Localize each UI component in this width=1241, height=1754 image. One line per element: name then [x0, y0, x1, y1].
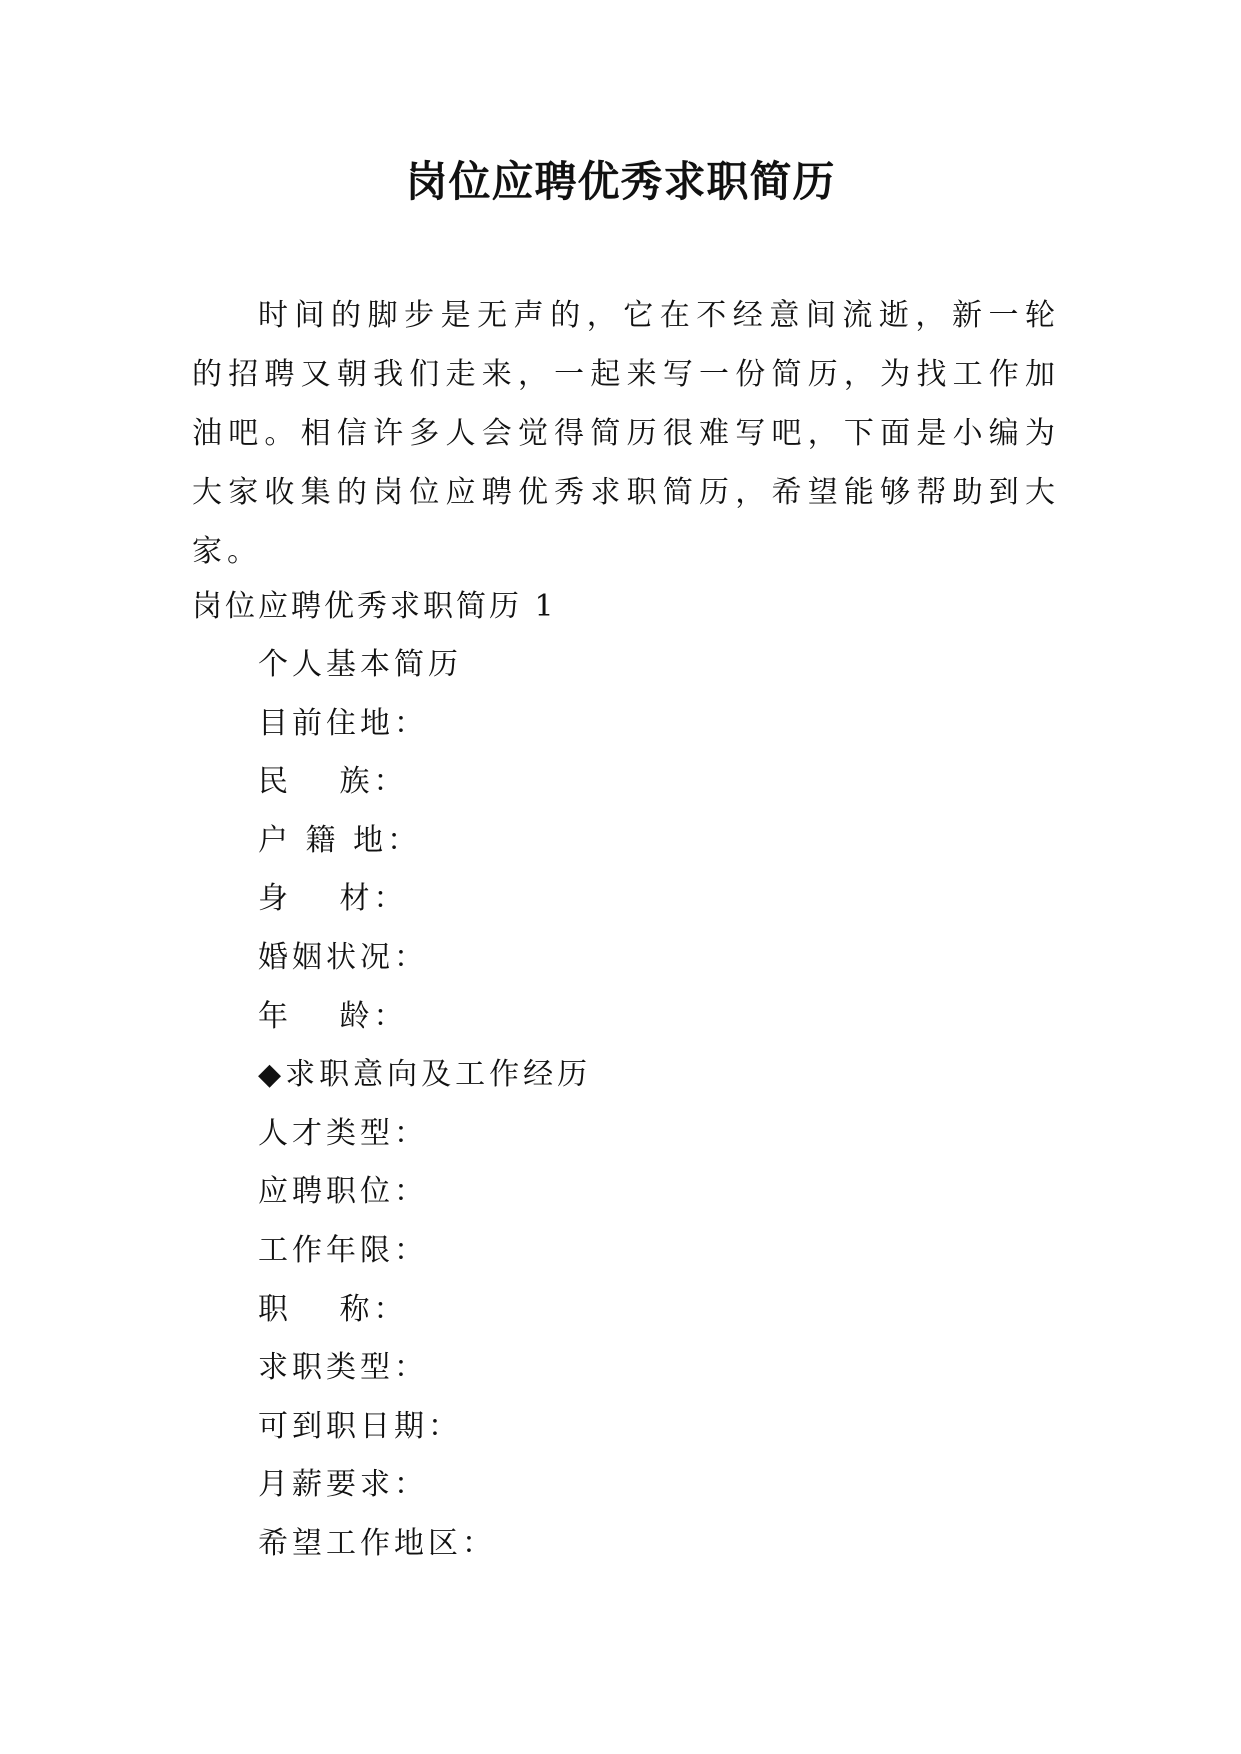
resume-line-talent-type: 人才类型：	[258, 1115, 428, 1151]
resume-line-basic-info: 个人基本简历	[258, 647, 462, 682]
resume-line-current-address: 目前住地：	[258, 705, 428, 741]
resume-line-work-years: 工作年限：	[258, 1232, 428, 1268]
resume-line-age: 年 龄：	[258, 998, 408, 1034]
resume-line-start-date: 可到职日期：	[258, 1408, 462, 1444]
resume-line-marital-status: 婚姻状况：	[258, 939, 428, 975]
section-heading: 岗位应聘优秀求职简历 1	[192, 589, 557, 624]
intro-paragraph: 时间的脚步是无声的，它在不经意间流逝，新一轮的招聘又朝我们走来，一起来写一份简历，为找工作加油吧。相信许多人会觉得简历很难写吧，下面是小编为大家收集的岗位应聘优秀求职简历，希望能够帮助到大家。	[192, 298, 1060, 569]
document-title: 岗位应聘优秀求职简历	[405, 157, 836, 206]
resume-line-ethnicity: 民 族：	[258, 764, 408, 800]
resume-line-salary: 月薪要求：	[258, 1467, 428, 1503]
resume-line-position: 应聘职位：	[258, 1174, 428, 1210]
resume-line-title: 职 称：	[258, 1291, 408, 1327]
resume-line-job-type: 求职类型：	[258, 1350, 428, 1386]
resume-line-region: 希望工作地区：	[258, 1525, 496, 1561]
resume-field-list	[258, 636, 591, 1574]
resume-line-hukou: 户 籍 地：	[258, 822, 422, 858]
resume-line-intention-heading: ◆求职意向及工作经历	[258, 1057, 592, 1093]
resume-line-figure: 身 材：	[258, 881, 408, 917]
